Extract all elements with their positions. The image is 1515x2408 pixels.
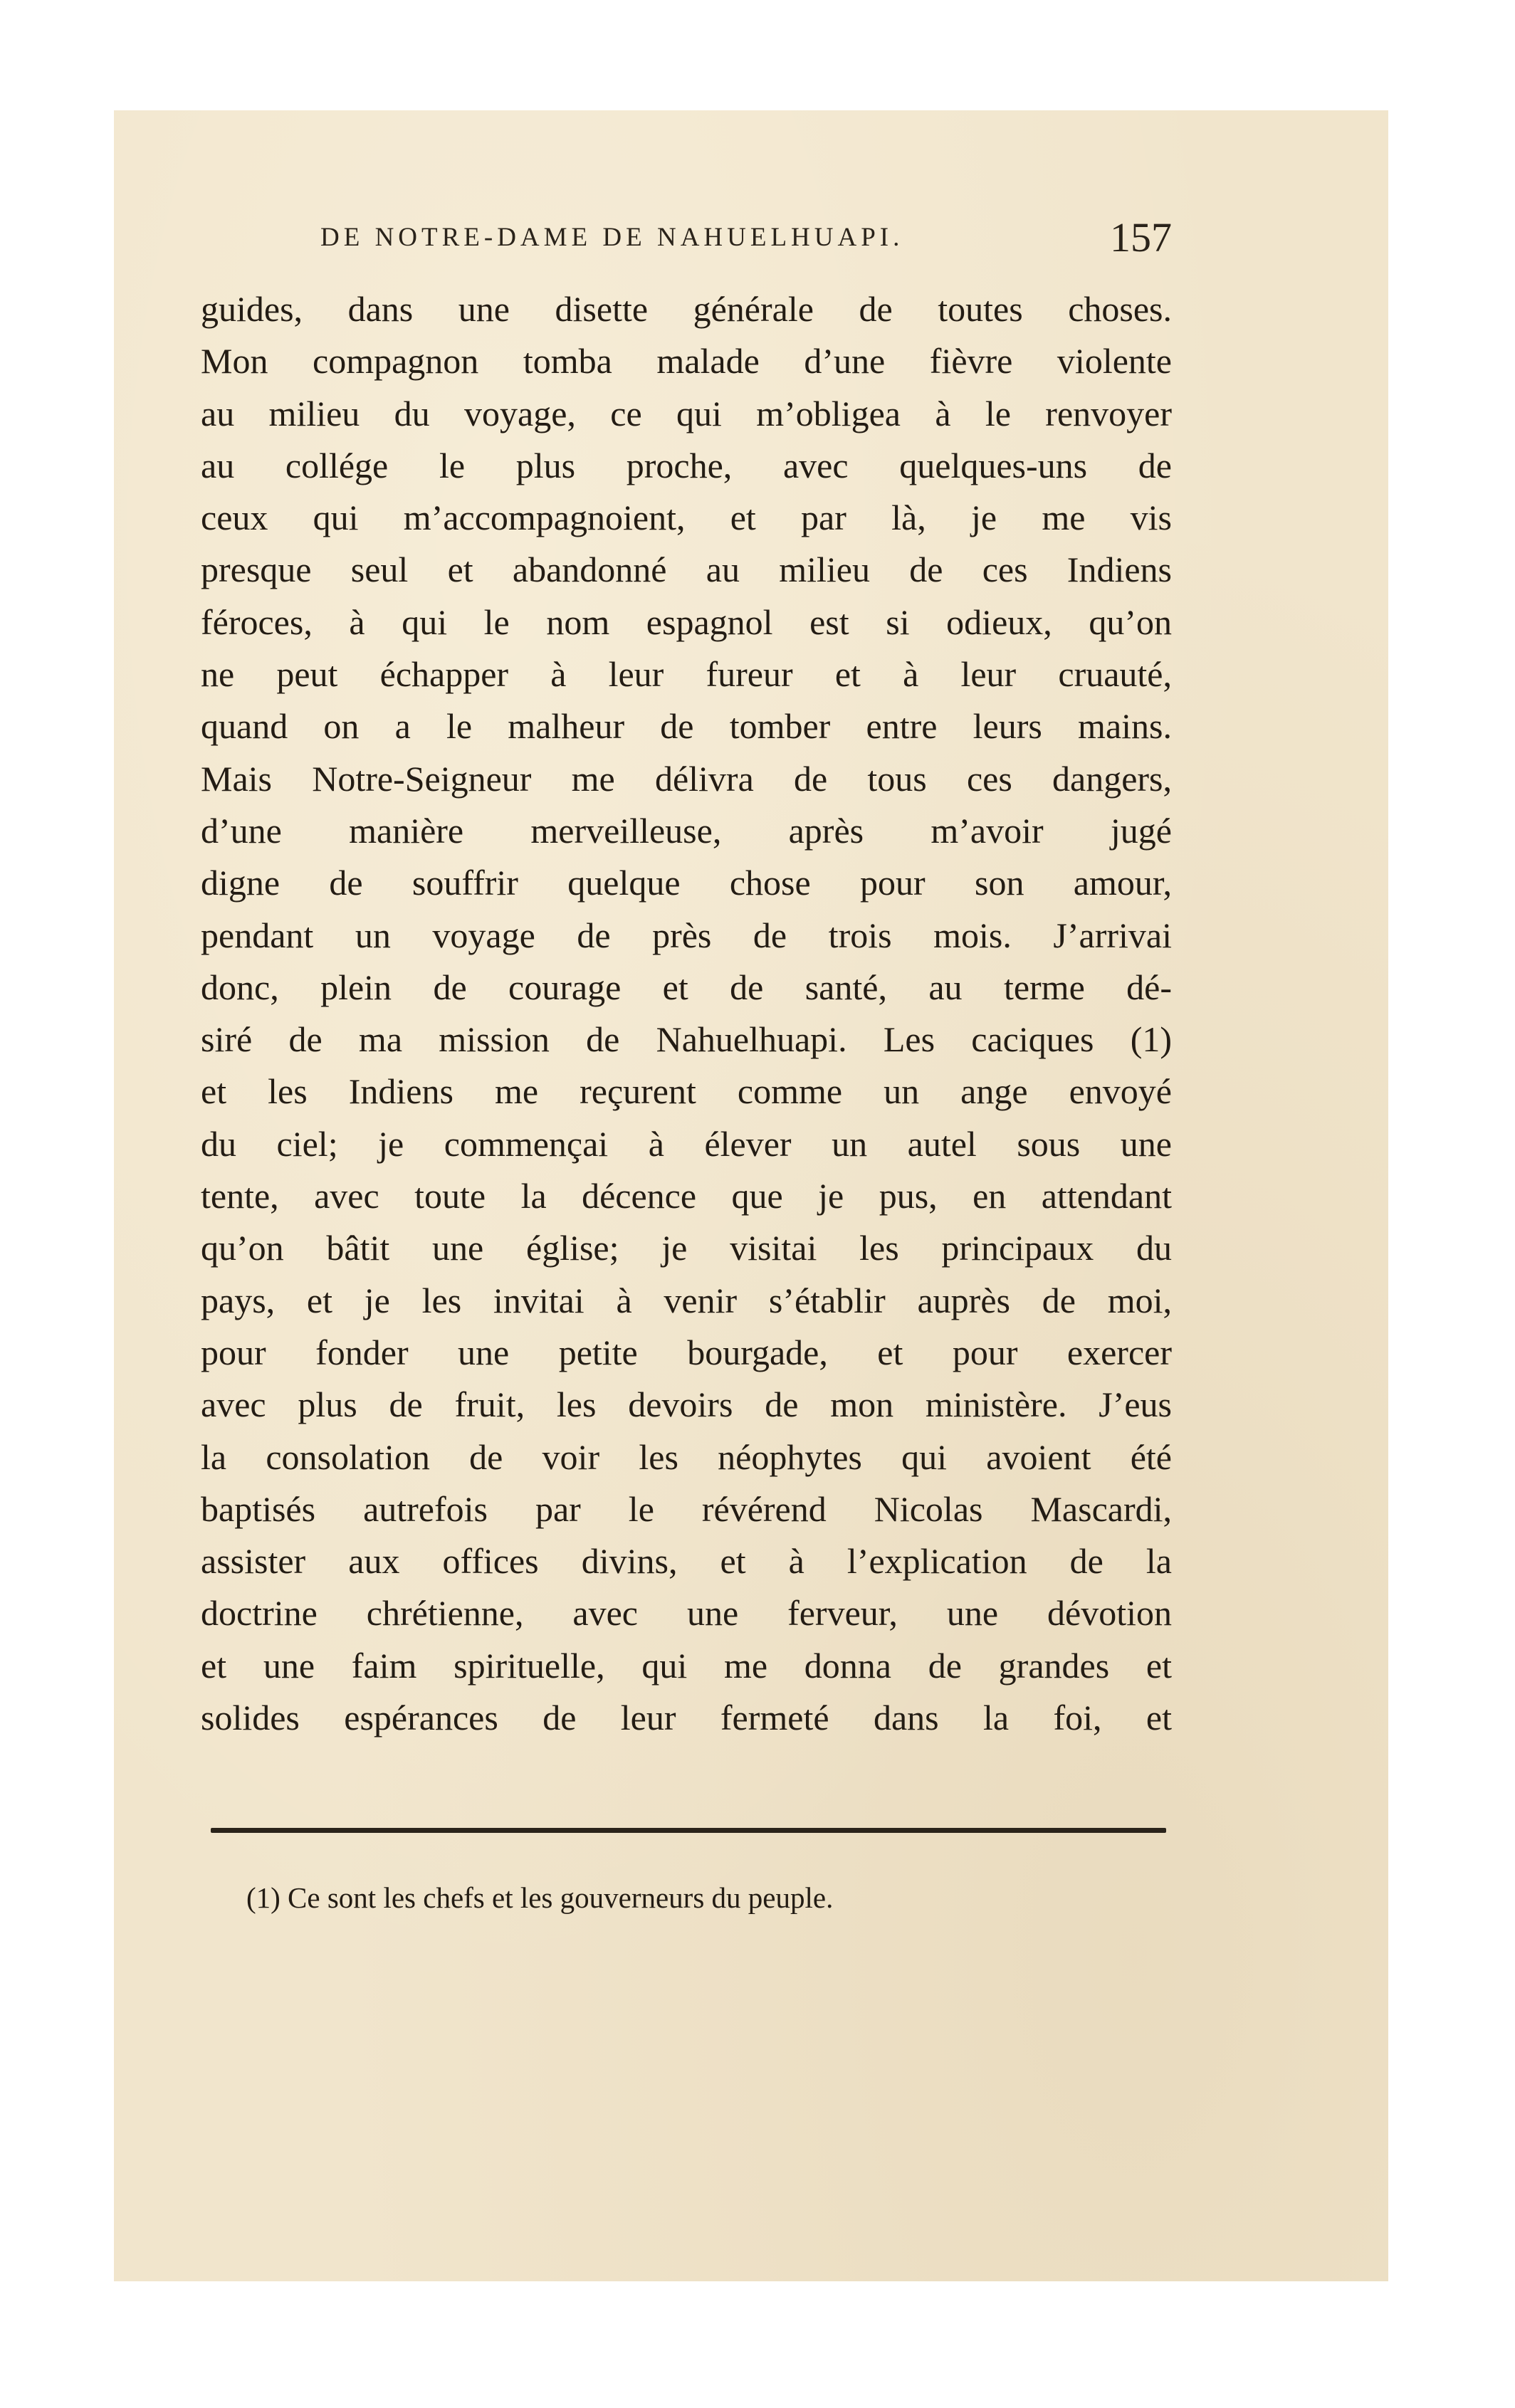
- text-line: et une faim spirituelle, qui me donna de grandes et: [201, 1645, 1172, 1686]
- text-line: solides espérances de leur fermeté dans la foi, et: [201, 1698, 1172, 1738]
- text-line: presque seul et abandonné au milieu de ces Indiens: [201, 550, 1172, 590]
- text-line: au collége le plus proche, avec quelques-uns de: [201, 445, 1172, 485]
- text-line: ceux qui m’accompagnoient, et par là, je me vis: [201, 498, 1172, 538]
- text-line: et les Indiens me reçurent comme un ange envoyé: [201, 1071, 1172, 1112]
- text-line: digne de souffrir quelque chose pour son amour,: [201, 863, 1172, 903]
- text-line: féroces, à qui le nom espagnol est si odieux, qu’on: [201, 601, 1172, 642]
- text-line: du ciel; je commençai à élever un autel sous une: [201, 1123, 1172, 1164]
- text-line: donc, plein de courage et de santé, au terme dé-: [201, 967, 1172, 1007]
- page-number: 157: [1110, 214, 1172, 261]
- footnote-divider: [211, 1828, 1166, 1833]
- text-line: pendant un voyage de près de trois mois. J’arrivai: [201, 915, 1172, 955]
- text-line: la consolation de voir les néophytes qui avoient été: [201, 1436, 1172, 1477]
- text-line: ne peut échapper à leur fureur et à leur cruauté,: [201, 654, 1172, 695]
- text-line: doctrine chrétienne, avec une ferveur, une dévotion: [201, 1593, 1172, 1634]
- text-line: tente, avec toute la décence que je pus, en attendant: [201, 1176, 1172, 1216]
- text-line: Mon compagnon tomba malade d’une fièvre violente: [201, 341, 1172, 382]
- text-line: guides, dans une disette générale de toutes choses.: [201, 289, 1172, 329]
- text-line: quand on a le malheur de tomber entre leurs mains.: [201, 706, 1172, 747]
- text-line: avec plus de fruit, les devoirs de mon ministère. J’eus: [201, 1384, 1172, 1425]
- running-title: DE NOTRE-DAME DE NAHUELHUAPI.: [320, 223, 904, 252]
- body-text: [201, 283, 1172, 1744]
- footnote: (1) Ce sont les chefs et les gouverneurs du peuple.: [246, 1881, 834, 1914]
- text-line: pour fonder une petite bourgade, et pour exercer: [201, 1332, 1172, 1372]
- text-line: d’une manière merveilleuse, après m’avoir jugé: [201, 810, 1172, 851]
- text-line: Mais Notre-Seigneur me délivra de tous ces dangers,: [201, 758, 1172, 799]
- page-header: [320, 214, 1172, 263]
- text-line: siré de ma mission de Nahuelhuapi. Les caciques (1): [201, 1019, 1172, 1060]
- text-line: pays, et je les invitai à venir s’établir auprès de moi,: [201, 1280, 1172, 1320]
- text-line: au milieu du voyage, ce qui m’obligea à le renvoyer: [201, 393, 1172, 433]
- text-line: assister aux offices divins, et à l’explication de la: [201, 1541, 1172, 1582]
- text-line: qu’on bâtit une église; je visitai les principaux du: [201, 1228, 1172, 1268]
- text-line: baptisés autrefois par le révérend Nicolas Mascardi,: [201, 1488, 1172, 1529]
